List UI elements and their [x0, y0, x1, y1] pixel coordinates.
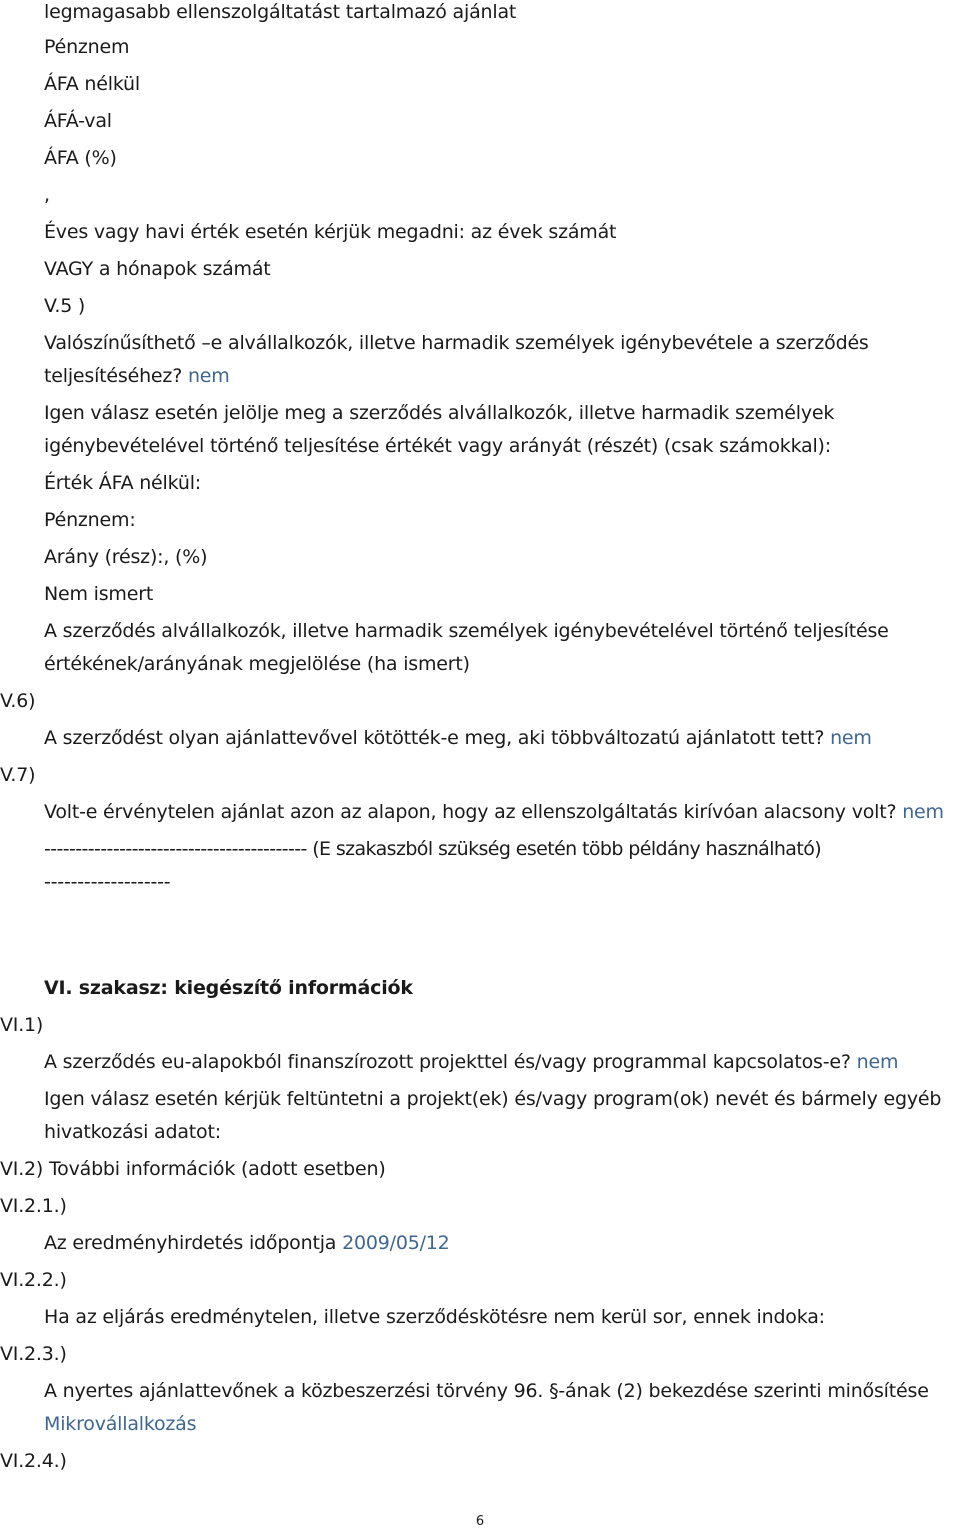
text-line: ÁFA (%): [44, 147, 117, 169]
date-value: 2009/05/12: [342, 1232, 450, 1254]
text-line: [44, 1050, 898, 1074]
text-line: [44, 800, 944, 824]
text-line: [44, 726, 872, 750]
text-line: A nyertes ajánlattevőnek a közbeszerzési törvény 96. §-ának (2) bekezdése szerinti minősítése: [44, 1380, 929, 1402]
text-line: Éves vagy havi érték esetén kérjük megadni: az évek számát: [44, 221, 617, 243]
text-line: Igen válasz esetén kérjük feltüntetni a projekt(ek) és/vagy program(ok) nevét és bármely egyéb: [44, 1088, 942, 1110]
text-line: ,: [44, 184, 50, 206]
question-text: Az eredményhirdetés időpontja: [44, 1232, 337, 1254]
answer-value: Mikrovállalkozás: [44, 1413, 197, 1435]
question-text: Volt-e érvénytelen ajánlat azon az alapon, hogy az ellenszolgáltatás kirívóan alacsony volt?: [44, 801, 897, 823]
text-line: A szerződés alvállalkozók, illetve harmadik személyek igénybevételével történő teljesítése: [44, 620, 889, 642]
text-line: legmagasabb ellenszolgáltatást tartalmazó ajánlat: [44, 1, 517, 23]
text-line: Nem ismert: [44, 583, 154, 605]
text-line: Igen válasz esetén jelölje meg a szerződés alvállalkozók, illetve harmadik személyek: [44, 402, 835, 424]
text-line: ÁFA nélkül: [44, 73, 140, 95]
question-text: A szerződés eu-alapokból finanszírozott projekttel és/vagy programmal kapcsolatos-e?: [44, 1051, 851, 1073]
text-line: értékének/arányának megjelölése (ha ismert): [44, 653, 470, 675]
text-line: Ha az eljárás eredménytelen, illetve szerződéskötésre nem kerül sor, ennek indoka:: [44, 1306, 825, 1328]
text-line: Pénznem: [44, 36, 130, 58]
text-line: Pénznem:: [44, 509, 136, 531]
section-number: VI.2.4.): [0, 1450, 67, 1472]
page-number: 6: [475, 1514, 485, 1529]
text-line: VAGY a hónapok számát: [44, 258, 271, 280]
answer-value: nem: [856, 1051, 899, 1073]
section-number: V.6): [0, 690, 36, 712]
question-text: teljesítéséhez?: [44, 365, 183, 387]
section-number: VI.2.3.): [0, 1343, 67, 1365]
text-line: igénybevételével történő teljesítése értékét vagy arányát (részét) (csak számokkal):: [44, 435, 831, 457]
section-number: VI.2.2.): [0, 1269, 67, 1291]
separator-line: ------------------------------------------ (E szakaszból szükség esetén több példány használható): [44, 838, 822, 860]
text-line: ÁFÁ-val: [44, 110, 112, 132]
section-number: VI.2) További információk (adott esetben): [0, 1158, 386, 1180]
question-text: A szerződést olyan ajánlattevővel kötötték-e meg, aki többváltozatú ajánlatott tett?: [44, 727, 825, 749]
section-heading: VI. szakasz: kiegészítő információk: [44, 977, 413, 999]
text-line: [44, 364, 230, 388]
text-line: Valószínűsíthető –e alvállalkozók, illetve harmadik személyek igénybevétele a szerződés: [44, 332, 869, 354]
answer-value: nem: [187, 365, 230, 387]
section-number: VI.2.1.): [0, 1195, 67, 1217]
separator-line: -------------------: [44, 871, 171, 893]
section-number: VI.1): [0, 1014, 44, 1036]
text-line: Érték ÁFA nélkül:: [44, 472, 201, 494]
section-number: V.7): [0, 764, 36, 786]
text-line: hivatkozási adatot:: [44, 1121, 221, 1143]
answer-value: nem: [902, 801, 944, 823]
text-line: [44, 1231, 450, 1255]
text-line: Arány (rész):, (%): [44, 546, 208, 568]
answer-value: nem: [830, 727, 872, 749]
section-number: V.5 ): [44, 295, 86, 317]
